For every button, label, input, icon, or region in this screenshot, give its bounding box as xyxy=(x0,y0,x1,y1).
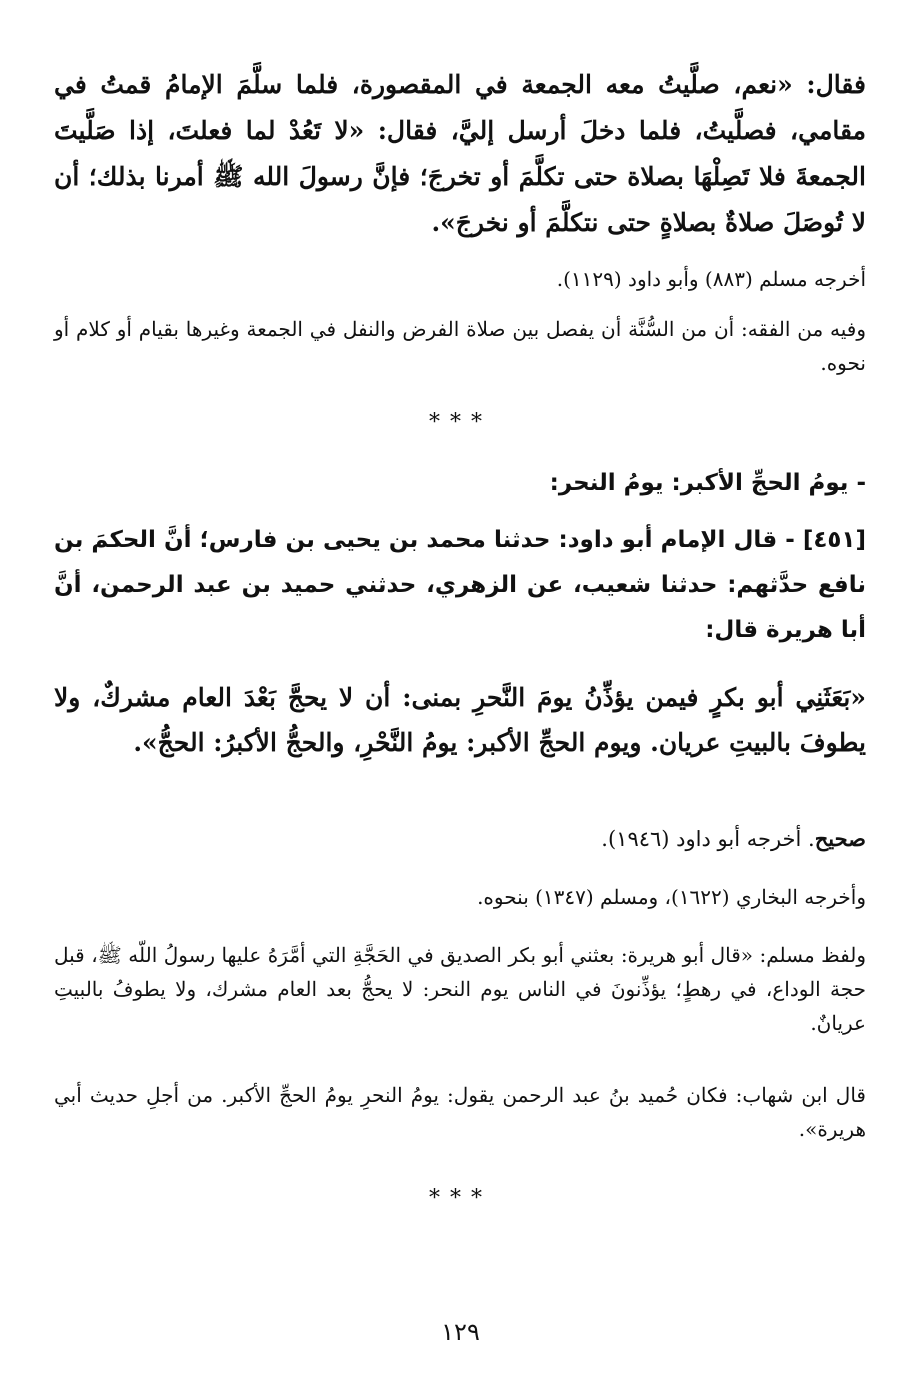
grade-line xyxy=(54,822,866,856)
takhrij-muslim-abudawud: أخرجه مسلم (٨٨٣) وأبو داود (١١٢٩). xyxy=(556,267,866,291)
muslim-wording: ولفظ مسلم: «قال أبو هريرة: بعثني أبو بكر الصديق في الحَجَّةِ التي أمَّرَهُ عليها رسولُ اللّه ﷺ، قبل حجة الوداع، في رهطٍ؛ يؤذِّنونَ في الناس يوم النحر: لا يحجُّ بعد العام مشرك، ولا يطوفُ بالبيتِ عريانٌ. xyxy=(54,943,866,1035)
chapter-heading: - يومُ الحجِّ الأكبر: يومُ النحر: xyxy=(549,470,866,496)
fiqh-note: وفيه من الفقه: أن من السُّنَّة أن يفصل بين صلاة الفرض والنفل في الجمعة وغيرها بقيام أو كلام أو نحوه. xyxy=(54,317,866,375)
hadith-matn: «بَعَثَنِي أبو بكرٍ فيمن يؤذِّنُ يومَ النَّحرِ بمنى: أن لا يحجَّ بَعْدَ العام مشركٌ، ولا يطوفَ بالبيتِ عريان. ويوم الحجِّ الأكبر: يومُ النَّحْرِ، والحجُّ الأكبرُ: الحجُّ». xyxy=(54,683,866,757)
grade-label: صحيح xyxy=(814,826,866,851)
section-separator-bottom: *** xyxy=(429,1186,492,1211)
hadith-isnad: [٤٥١] - قال الإمام أبو داود: حدثنا محمد بن يحيى بن فارس؛ أنَّ الحكمَ بن نافع حدَّثهم: حدثنا شعيب، عن الزهري، حدثني حميد بن عبد الرحمن، أنَّ أبا هريرة قال: xyxy=(54,527,866,643)
takhrij-bukhari-muslim: وأخرجه البخاري (١٦٢٢)، ومسلم (١٣٤٧) بنحوه. xyxy=(477,885,866,909)
page-number: ١٢٩ xyxy=(441,1318,480,1346)
hadith-text-continued: فقال: «نعم، صلَّيتُ معه الجمعة في المقصورة، فلما سلَّمَ الإمامُ قمتُ في مقامي، فصلَّيتُ، فلما دخلَ أرسل إليَّ، فقال: «لا تَعُدْ لما فعلتَ، إذا صَلَّيتَ الجمعةَ فلا تَصِلْهَا بصلاة حتى تكلَّمَ أو تخرجَ؛ فإنَّ رسولَ الله ﷺ أمرنا بذلك؛ أن لا تُوصَلَ صلاةٌ بصلاةٍ حتى نتكلَّمَ أو نخرجَ». xyxy=(54,70,866,237)
section-separator: *** xyxy=(429,410,492,435)
grade-source: . أخرجه أبو داود (١٩٤٦). xyxy=(601,827,815,851)
ibn-shihab-note: قال ابن شهاب: فكان حُميد بنُ عبد الرحمن يقول: يومُ النحرِ يومُ الحجِّ الأكبر. من أجلِ حديث أبي هريرة». xyxy=(54,1083,866,1141)
